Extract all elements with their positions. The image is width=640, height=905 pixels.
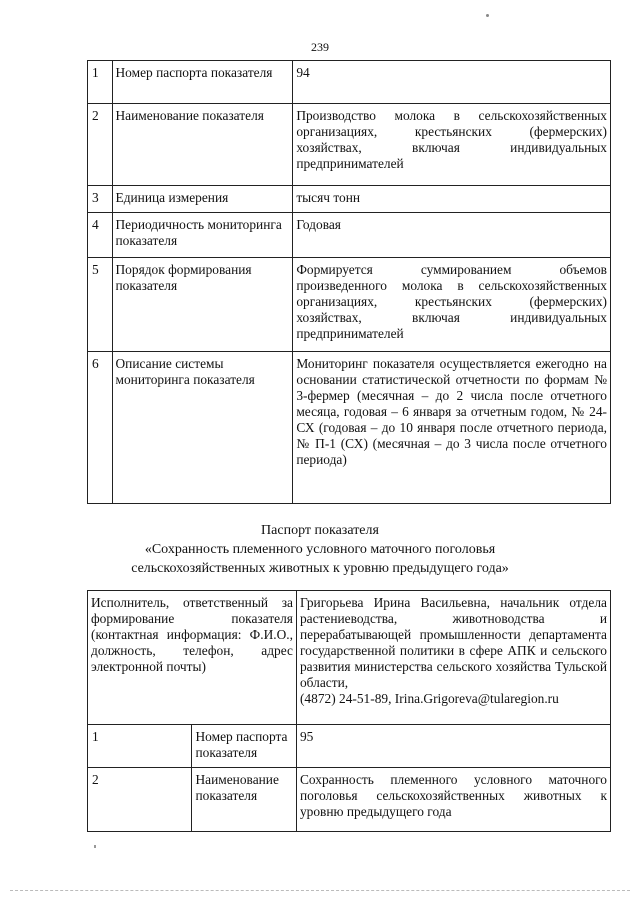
row-value: 95 <box>296 725 610 768</box>
row-number: 2 <box>88 768 192 832</box>
row-number: 4 <box>88 213 113 258</box>
page-bottom-edge <box>10 890 630 891</box>
row-number: 2 <box>88 104 113 186</box>
table-row <box>88 258 611 352</box>
executor-value <box>296 591 610 725</box>
executor-name-position: Григорьева Ирина Васильевна, начальник отдела растениеводства, животноводства и перерабатывающей промышленности департамента государственной политики в сфере АПК и сельского развития министерства сельского хозяйства Тульской области, <box>299 595 607 690</box>
row-label: Номер паспорта показателя <box>112 61 293 104</box>
page-number: 239 <box>311 40 329 54</box>
row-number: 1 <box>88 61 113 104</box>
table-row <box>88 725 611 768</box>
table-row <box>88 186 611 213</box>
row-number: 6 <box>88 352 113 504</box>
heading-subtitle-line1: «Сохранность племенного условного маточного поголовья <box>144 542 496 557</box>
row-label: Порядок формирования показателя <box>112 258 293 352</box>
executor-contact: (4872) 24-51-89, Irina.Grigoreva@tularegion.ru <box>299 691 559 706</box>
row-value: Мониторинг показателя осуществляется ежегодно на основании статистической отчетности по формам № 3-фермер (месячная – до 2 числа после отчетного месяца, годовая – 6 января за отчетным годом, № 24-СХ (годовая – до 10 января после отчетного периода, № П-1 (СХ) (месячная – до 3 числа после отчетного периода) <box>293 352 611 504</box>
scan-mark <box>94 845 96 848</box>
executor-row <box>88 591 611 725</box>
row-number: 5 <box>88 258 113 352</box>
row-label: Номер паспорта показателя <box>192 725 296 768</box>
table-row <box>88 61 611 104</box>
table-row <box>88 213 611 258</box>
row-label: Периодичность мониторинга показателя <box>112 213 293 258</box>
table-row <box>88 352 611 504</box>
row-label: Наименование показателя <box>112 104 293 186</box>
row-value: Годовая <box>293 213 611 258</box>
row-number: 1 <box>88 725 192 768</box>
row-value: тысяч тонн <box>293 186 611 213</box>
passport-heading <box>0 521 640 578</box>
row-number: 3 <box>88 186 113 213</box>
scan-mark <box>486 14 489 17</box>
row-label: Единица измерения <box>112 186 293 213</box>
row-label: Наименование показателя <box>192 768 296 832</box>
row-value: 94 <box>293 61 611 104</box>
passport-table-94 <box>87 60 611 504</box>
row-label: Описание системы мониторинга показателя <box>112 352 293 504</box>
table-row <box>88 104 611 186</box>
row-value: Производство молока в сельскохозяйственных организациях, крестьянских (фермерских) хозяйствах, включая индивидуальных предпринимателей <box>293 104 611 186</box>
row-value: Сохранность племенного условного маточного поголовья сельскохозяйственных животных к уровню предыдущего года <box>296 768 610 832</box>
table-row <box>88 768 611 832</box>
executor-label: Исполнитель, ответственный за формирование показателя (контактная информация: Ф.И.О., должность, телефон, адрес электронной почты) <box>88 591 297 725</box>
heading-title: Паспорт показателя <box>261 523 379 538</box>
heading-subtitle-line2: сельскохозяйственных животных к уровню предыдущего года» <box>131 561 509 576</box>
row-value: Формируется суммированием объемов произведенного молока в сельскохозяйственных организациях, крестьянских (фермерских) хозяйствах, включая индивидуальных предпринимателей <box>293 258 611 352</box>
passport-table-95 <box>87 590 611 832</box>
